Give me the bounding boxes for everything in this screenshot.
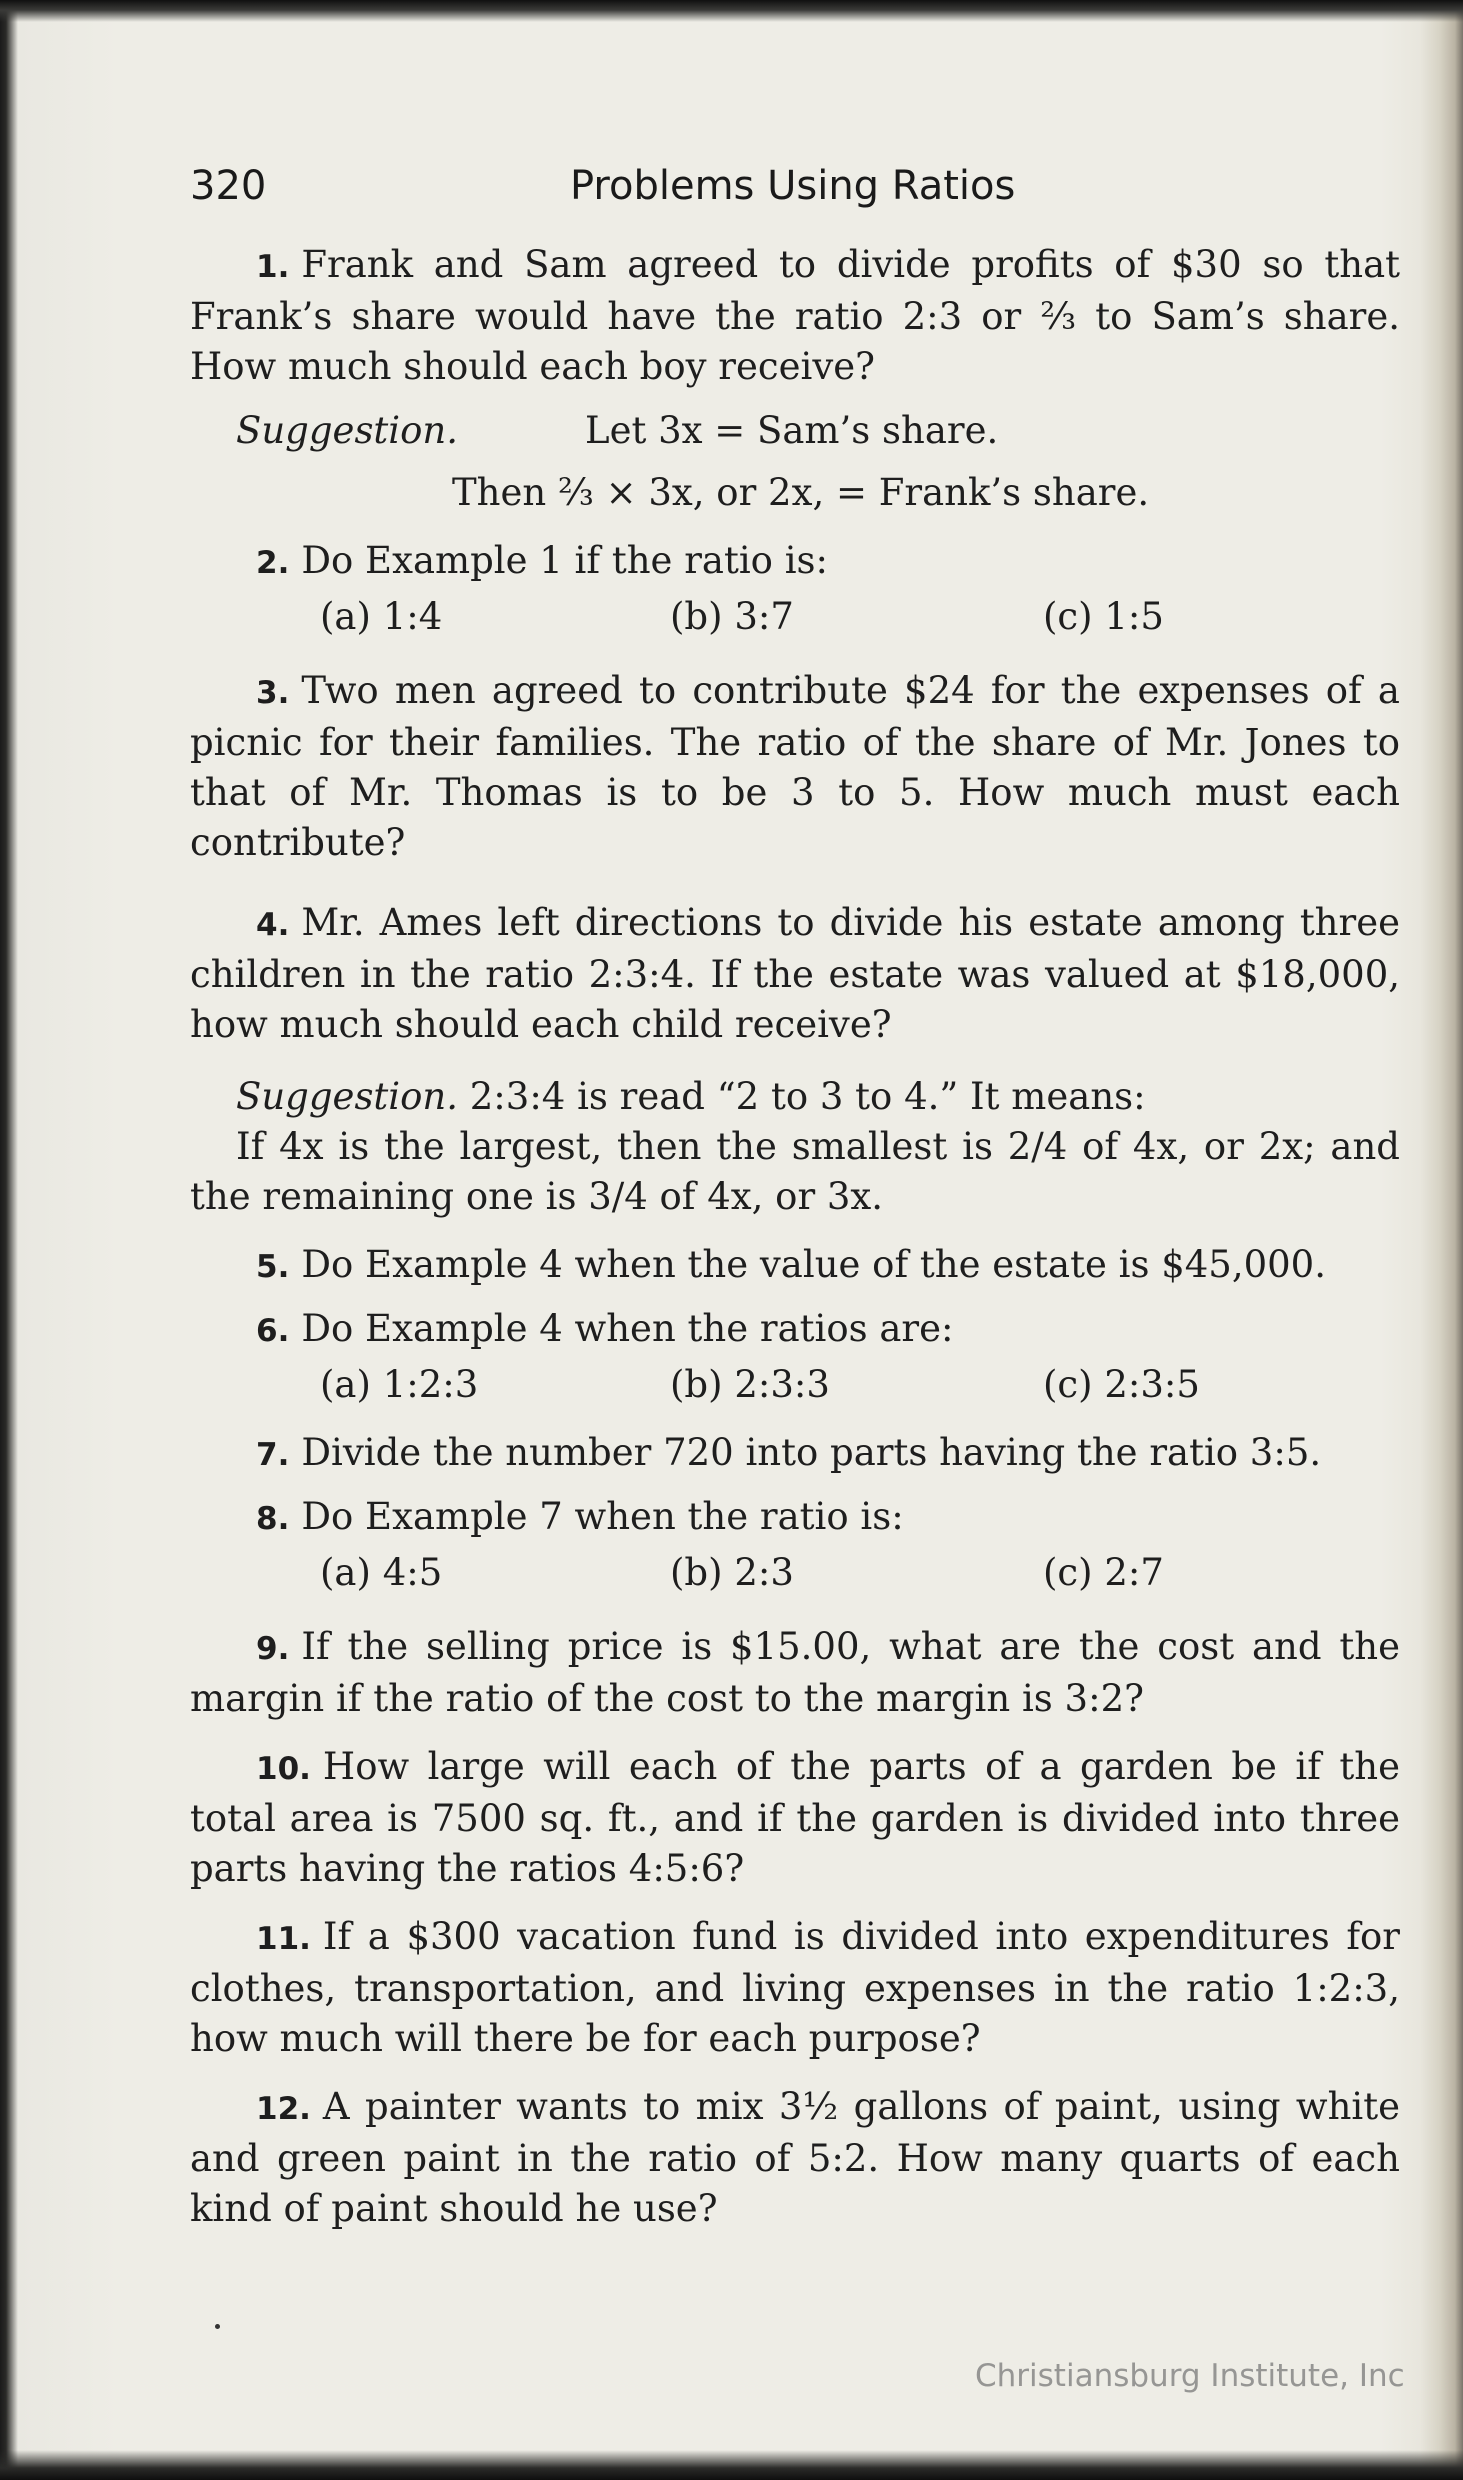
problem-text: Do Example 4 when the value of the estate is $45,000.: [301, 1243, 1326, 1286]
suggestion-4-line-1: [190, 1072, 1400, 1122]
problem-6: [190, 1304, 1400, 1356]
problem-text: Do Example 4 when the ratios are:: [301, 1307, 954, 1350]
problem-text: Mr. Ames left directions to divide his estate among three children in the ratio 2:3:4. If the estate was valued at $18,000, how much should each child receive?: [190, 901, 1400, 1046]
ratio-options-6: [190, 1360, 1400, 1416]
problem-9: [190, 1622, 1400, 1724]
option-c: (c) 2:7: [1043, 1551, 1164, 1594]
suggestion-4-line-2: If 4x is the largest, then the smallest is 2/4 of 4x, or 2x; and the remaining one is 3/4 of 4x, or 3x.: [190, 1125, 1400, 1218]
page-number: 320: [190, 163, 267, 209]
option-b: (b) 2:3: [670, 1551, 794, 1594]
ratio-options-8: [190, 1548, 1400, 1604]
option-c: (c) 1:5: [1043, 595, 1164, 638]
option-b: (b) 3:7: [670, 595, 794, 638]
suggestion-1-line-2: Then ⅔ × 3x, or 2x, = Frank’s share.: [452, 471, 1150, 514]
problem-number: 1.: [256, 249, 290, 285]
suggestion-text: 2:3:4 is read “2 to 3 to 4.” It means:: [469, 1075, 1146, 1118]
problem-11: [190, 1912, 1400, 2064]
problem-number: 10.: [256, 1751, 311, 1787]
problem-text: Two men agreed to contribute $24 for the expenses of a picnic for their families. The ratio of the share of Mr. Jones to that of Mr. Thomas is to be 3 to 5. How much must each contribute?: [190, 669, 1400, 864]
problem-8: [190, 1492, 1400, 1544]
option-a: (a) 4:5: [320, 1551, 443, 1594]
page-header: [190, 150, 1400, 222]
suggestion-4: [190, 1072, 1400, 1222]
option-c: (c) 2:3:5: [1043, 1363, 1200, 1406]
ratio-options-2: [190, 592, 1400, 648]
problem-text: If the selling price is $15.00, what are the cost and the margin if the ratio of the cost to the margin is 3:2?: [190, 1625, 1400, 1720]
problem-2: [190, 536, 1400, 588]
problem-4: [190, 898, 1400, 1050]
problem-number: 6.: [256, 1313, 290, 1349]
problem-number: 11.: [256, 1921, 311, 1957]
problem-number: 4.: [256, 907, 290, 943]
problem-number: 5.: [256, 1249, 290, 1285]
problem-12: [190, 2082, 1400, 2234]
problem-number: 7.: [256, 1437, 290, 1473]
problem-number: 2.: [256, 545, 290, 581]
problem-text: Frank and Sam agreed to divide profits of $30 so that Frank’s share would have the ratio 2:3 or ⅔ to Sam’s share. How much should each boy receive?: [190, 243, 1400, 388]
suggestion-1: [190, 402, 1400, 458]
page-content: [190, 150, 1400, 2234]
problem-text: Divide the number 720 into parts having the ratio 3:5.: [301, 1431, 1322, 1474]
problem-1: [190, 240, 1400, 392]
option-a: (a) 1:4: [320, 595, 443, 638]
problem-number: 3.: [256, 675, 290, 711]
problem-5: [190, 1240, 1400, 1292]
problem-text: How large will each of the parts of a garden be if the total area is 7500 sq. ft., and if the garden is divided into three parts having the ratios 4:5:6?: [190, 1745, 1400, 1890]
problem-10: [190, 1742, 1400, 1894]
suggestion-line: Let 3x = Sam’s share.: [585, 409, 999, 452]
problem-3: [190, 666, 1400, 868]
problem-text: Do Example 7 when the ratio is:: [301, 1495, 904, 1538]
suggestion-label: Suggestion.: [236, 409, 458, 452]
ink-speck: [215, 2324, 220, 2329]
problem-number: 8.: [256, 1501, 290, 1537]
page-title: Problems Using Ratios: [570, 163, 1016, 209]
problem-text: If a $300 vacation fund is divided into expenditures for clothes, transportation, and living expenses in the ratio 1:2:3, how much will there be for each purpose?: [190, 1915, 1400, 2060]
watermark: Christiansburg Institute, Inc: [975, 2358, 1405, 2394]
problem-text: A painter wants to mix 3½ gallons of paint, using white and green paint in the ratio of 5:2. How many quarts of each kind of paint should he use?: [190, 2085, 1400, 2230]
option-a: (a) 1:2:3: [320, 1363, 479, 1406]
option-b: (b) 2:3:3: [670, 1363, 830, 1406]
problem-number: 12.: [256, 2091, 311, 2127]
suggestion-label: Suggestion.: [236, 1075, 458, 1118]
problem-text: Do Example 1 if the ratio is:: [301, 539, 828, 582]
problem-7: [190, 1428, 1400, 1480]
problem-number: 9.: [256, 1631, 290, 1667]
